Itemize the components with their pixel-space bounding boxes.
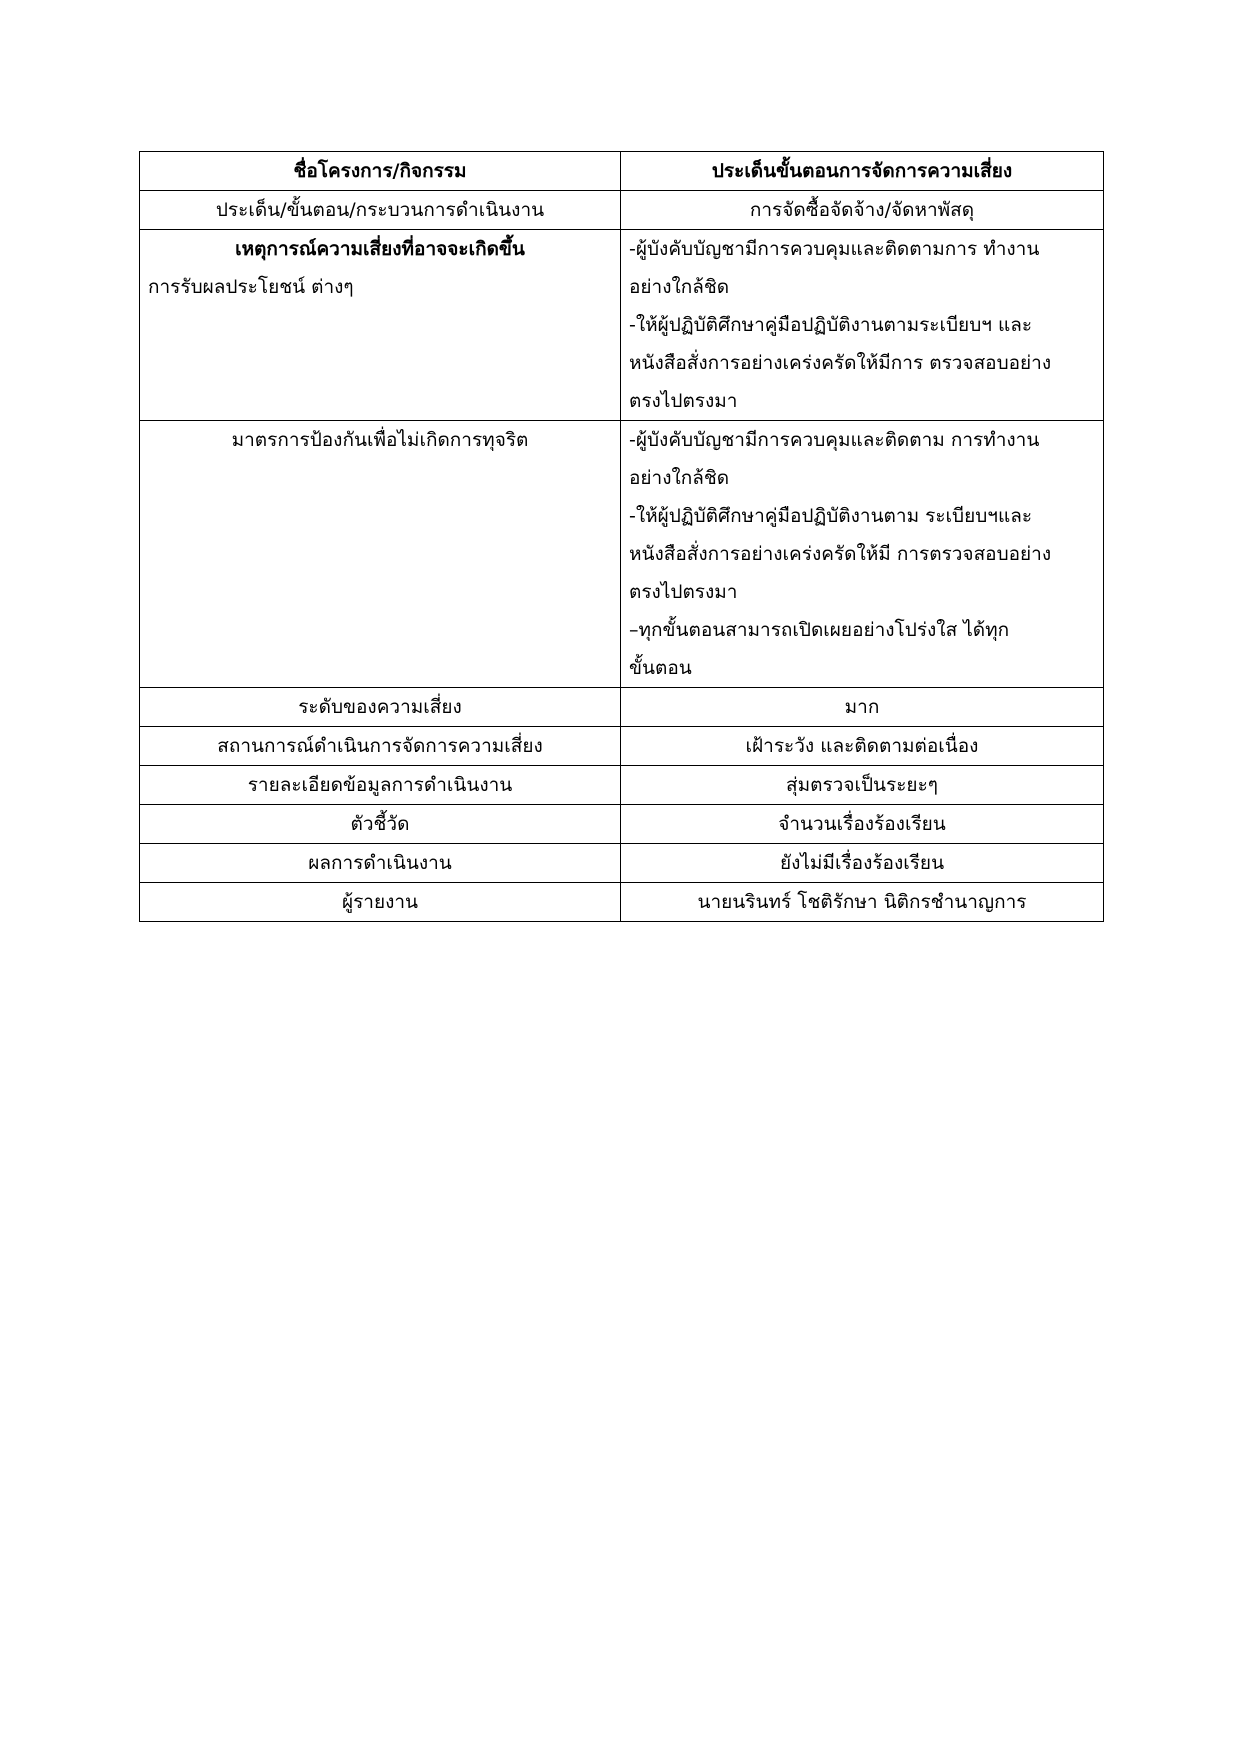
table-row-details [140,766,1104,805]
prevention-line: หนังสือสั่งการอย่างเคร่งครัดให้มี การตรวจสอบอย่าง [629,543,1052,565]
header-risk-management-steps: ประเด็นขั้นตอนการจัดการความเสี่ยง [621,152,1104,191]
prevention-line: -ให้ผู้ปฏิบัติศึกษาคู่มือปฏิบัติงานตาม ระเบียบฯและ [629,505,1033,527]
row-value: มาก [621,688,1104,727]
row-label: รายละเอียดข้อมูลการดำเนินงาน [140,766,621,805]
risk-event-title: เหตุการณ์ความเสี่ยงที่อาจจะเกิดขึ้น [235,238,525,260]
row-label: สถานการณ์ดำเนินการจัดการความเสี่ยง [140,727,621,766]
row-value: นายนรินทร์ โชติรักษา นิติกรชำนาญการ [621,883,1104,922]
prevention-line: -ผู้บังคับบัญชามีการควบคุมและติดตาม การทำงาน [629,429,1040,451]
row-value: ยังไม่มีเรื่องร้องเรียน [621,844,1104,883]
risk-event-line: หนังสือสั่งการอย่างเคร่งครัดให้มีการ ตรวจสอบอย่าง [629,352,1052,374]
risk-event-description: การรับผลประโยชน์ ต่างๆ [148,276,354,298]
table-row-results [140,844,1104,883]
row-label: ผู้รายงาน [140,883,621,922]
process-value: การจัดซื้อจัดจ้าง/จัดหาพัสดุ [621,191,1104,230]
table-row-process [140,191,1104,230]
table-row-reporter [140,883,1104,922]
risk-management-table [139,151,1104,922]
prevention-line: –ทุกขั้นตอนสามารถเปิดเผยอย่างโปร่งใส ได้ทุก [629,619,1010,641]
row-label: ตัวชี้วัด [140,805,621,844]
table-row-indicator [140,805,1104,844]
table-row-situation [140,727,1104,766]
risk-event-line: -ผู้บังคับบัญชามีการควบคุมและติดตามการ ทำงาน [629,238,1040,260]
table-row-prevention [140,421,1104,688]
prevention-line: ขั้นตอน [629,657,692,679]
risk-event-measures [621,230,1104,421]
table-row-risk-event [140,230,1104,421]
prevention-label: มาตรการป้องกันเพื่อไม่เกิดการทุจริต [140,421,621,688]
row-value: เฝ้าระวัง และติดตามต่อเนื่อง [621,727,1104,766]
row-value: จำนวนเรื่องร้องเรียน [621,805,1104,844]
prevention-line: ตรงไปตรงมา [629,581,738,603]
process-label: ประเด็น/ขั้นตอน/กระบวนการดำเนินงาน [140,191,621,230]
header-project-activity: ชื่อโครงการ/กิจกรรม [140,152,621,191]
risk-event-line: อย่างใกล้ชิด [629,276,730,298]
prevention-line: อย่างใกล้ชิด [629,467,730,489]
row-label: ผลการดำเนินงาน [140,844,621,883]
risk-event-line: -ให้ผู้ปฏิบัติศึกษาคู่มือปฏิบัติงานตามระเบียบฯ และ [629,314,1033,336]
row-label: ระดับของความเสี่ยง [140,688,621,727]
table-header-row [140,152,1104,191]
risk-event-cell [140,230,621,421]
prevention-measures [621,421,1104,688]
risk-event-line: ตรงไปตรงมา [629,390,738,412]
row-value: สุ่มตรวจเป็นระยะๆ [621,766,1104,805]
table-row-risk-level [140,688,1104,727]
